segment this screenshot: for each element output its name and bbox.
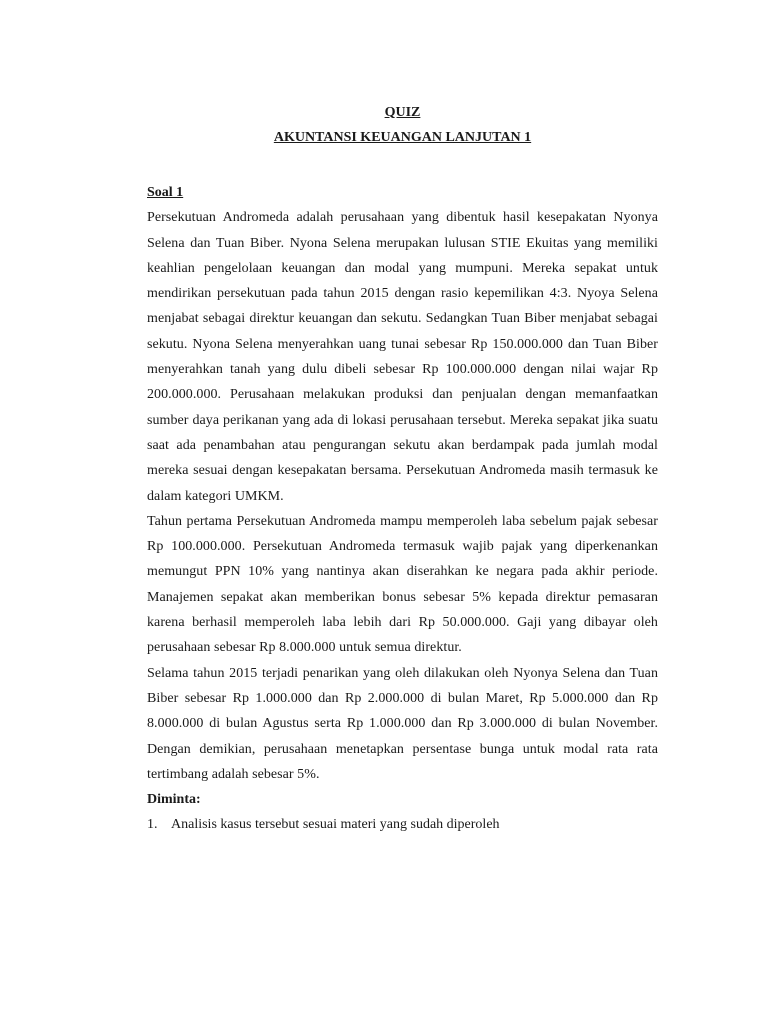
course-title: AKUNTANSI KEUANGAN LANJUTAN 1: [273, 130, 532, 145]
task-number: 1.: [147, 817, 158, 833]
question-heading: Soal 1: [147, 185, 184, 200]
paragraph-intro: Persekutuan Andromeda adalah perusahaan yang dibentuk hasil kesepakatan Nyonya Selena dan Tuan Biber. Nyona Selena merupakan lulusan STIE Ekuitas yang memiliki keahlian pengelolaan keuangan dan modal yang mumpuni. Mereka sepakat untuk mendirikan persekutuan pada tahun 2015 dengan rasio kepemilikan 4:3. Nyoya Selena menjabat sebagai direktur keuangan dan sekutu. Sedangkan Tuan Biber menjabat sebagai sekutu. Nyona Selena menyerahkan uang tunai sebesar Rp 150.000.000 dan Tuan Biber menyerahkan tanah yang dulu dibeli sebesar Rp 100.000.000 dengan nilai wajar Rp 200.000.000. Perusahaan melakukan produksi dan penjualan dengan memanfaatkan sumber daya perikanan yang ada di lokasi perusahaan tersebut. Mereka sepakat jika suatu saat ada penambahan atau pengurangan sekutu akan berdampak pada jumlah modal mereka sesuai dengan kesepakatan bersama. Persekutuan Andromeda masih termasuk ke dalam kategori UMKM.: [147, 210, 658, 504]
task-text: Analisis kasus tersebut sesuai materi yang sudah diperoleh: [171, 817, 500, 833]
required-label: Diminta:: [147, 792, 201, 808]
quiz-title: QUIZ: [384, 105, 421, 120]
task-list: [147, 812, 658, 837]
list-item: [147, 812, 658, 837]
document-page: [147, 100, 658, 838]
paragraph-profit: Tahun pertama Persekutuan Andromeda mampu memperoleh laba sebelum pajak sebesar Rp 100.000.000. Persekutuan Andromeda termasuk wajib pajak yang diperkenankan memungut PPN 10% yang nantinya akan diserahkan ke negara pada akhir periode. Manajemen sepakat akan memberikan bonus sebesar 5% kepada direktur pemasaran karena berhasil memperoleh laba lebih dari Rp 50.000.000. Gaji yang dibayar oleh perusahaan sebesar Rp 8.000.000 untuk semua direktur.: [147, 513, 658, 656]
paragraph-withdrawals: Selama tahun 2015 terjadi penarikan yang oleh dilakukan oleh Nyonya Selena dan Tuan Biber sebesar Rp 1.000.000 dan Rp 2.000.000 di bulan Maret, Rp 5.000.000 dan Rp 8.000.000 di bulan Agustus serta Rp 1.000.000 dan Rp 3.000.000 di bulan November. Dengan demikian, perusahaan menetapkan persentase bunga untuk modal rata rata tertimbang adalah sebesar 5%.: [147, 665, 658, 782]
